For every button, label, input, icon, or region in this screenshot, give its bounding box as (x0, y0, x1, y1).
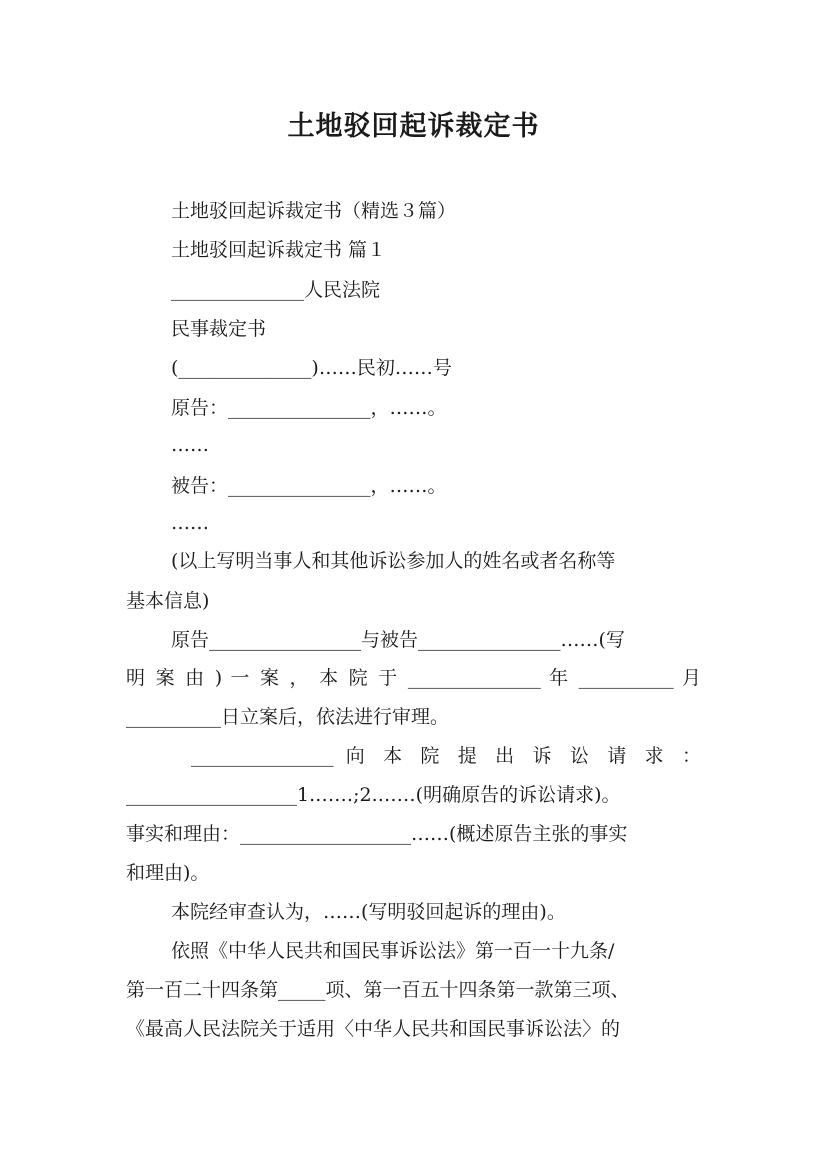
section-heading: 土地驳回起诉裁定书 篇１ (171, 239, 387, 261)
plaintiff-line: 原告：_______________，……。 (171, 397, 447, 419)
paragraph-line: 明 案 由 ) 一 案 ， 本 院 于 ______________ 年 __________ 月 (126, 667, 701, 689)
paragraph-line: 《最高人民法院关于适用〈中华人民共和国民事诉讼法〉的 (126, 1018, 621, 1040)
paragraph-line: 本院经审查认为，……(写明驳回起诉的理由)。 (171, 901, 566, 923)
paragraph-line: 第一百二十四条第_____项、第一百五十四条第一款第三项、 (126, 979, 630, 1001)
ellipsis-line: …… (171, 434, 209, 456)
court-name-line: ______________人民法院 (171, 279, 381, 301)
paragraph-line: (以上写明当事人和其他诉讼参加人的姓名或者名称等 (171, 550, 616, 572)
paragraph-line: __________________1.……;2.……(明确原告的诉讼请求)。 (126, 784, 621, 806)
paragraph-line: __________日立案后，依法进行审理。 (126, 706, 450, 728)
paragraph-line: 基本信息) (126, 590, 210, 612)
paragraph-line: 和理由)。 (126, 862, 210, 884)
paragraph-line: 事实和理由：__________________……(概述原告主张的事实 (126, 823, 628, 845)
paragraph-line: 依照《中华人民共和国民事诉讼法》第一百一十九条/ (171, 940, 615, 962)
subtitle-line: 土地驳回起诉裁定书（精选３篇） (171, 200, 457, 222)
paragraph-line: _______________ 向 本 院 提 出 诉 讼 请 求 ： (191, 745, 701, 767)
document-type-line: 民事裁定书 (171, 318, 267, 340)
paragraph-line: 原告________________与被告_______________……(写 (171, 629, 625, 651)
ellipsis-line: …… (171, 512, 209, 534)
defendant-line: 被告：_______________，……。 (171, 475, 447, 497)
document-title: 土地驳回起诉裁定书 (287, 111, 540, 142)
case-number-line: (______________)……民初……号 (171, 357, 452, 379)
